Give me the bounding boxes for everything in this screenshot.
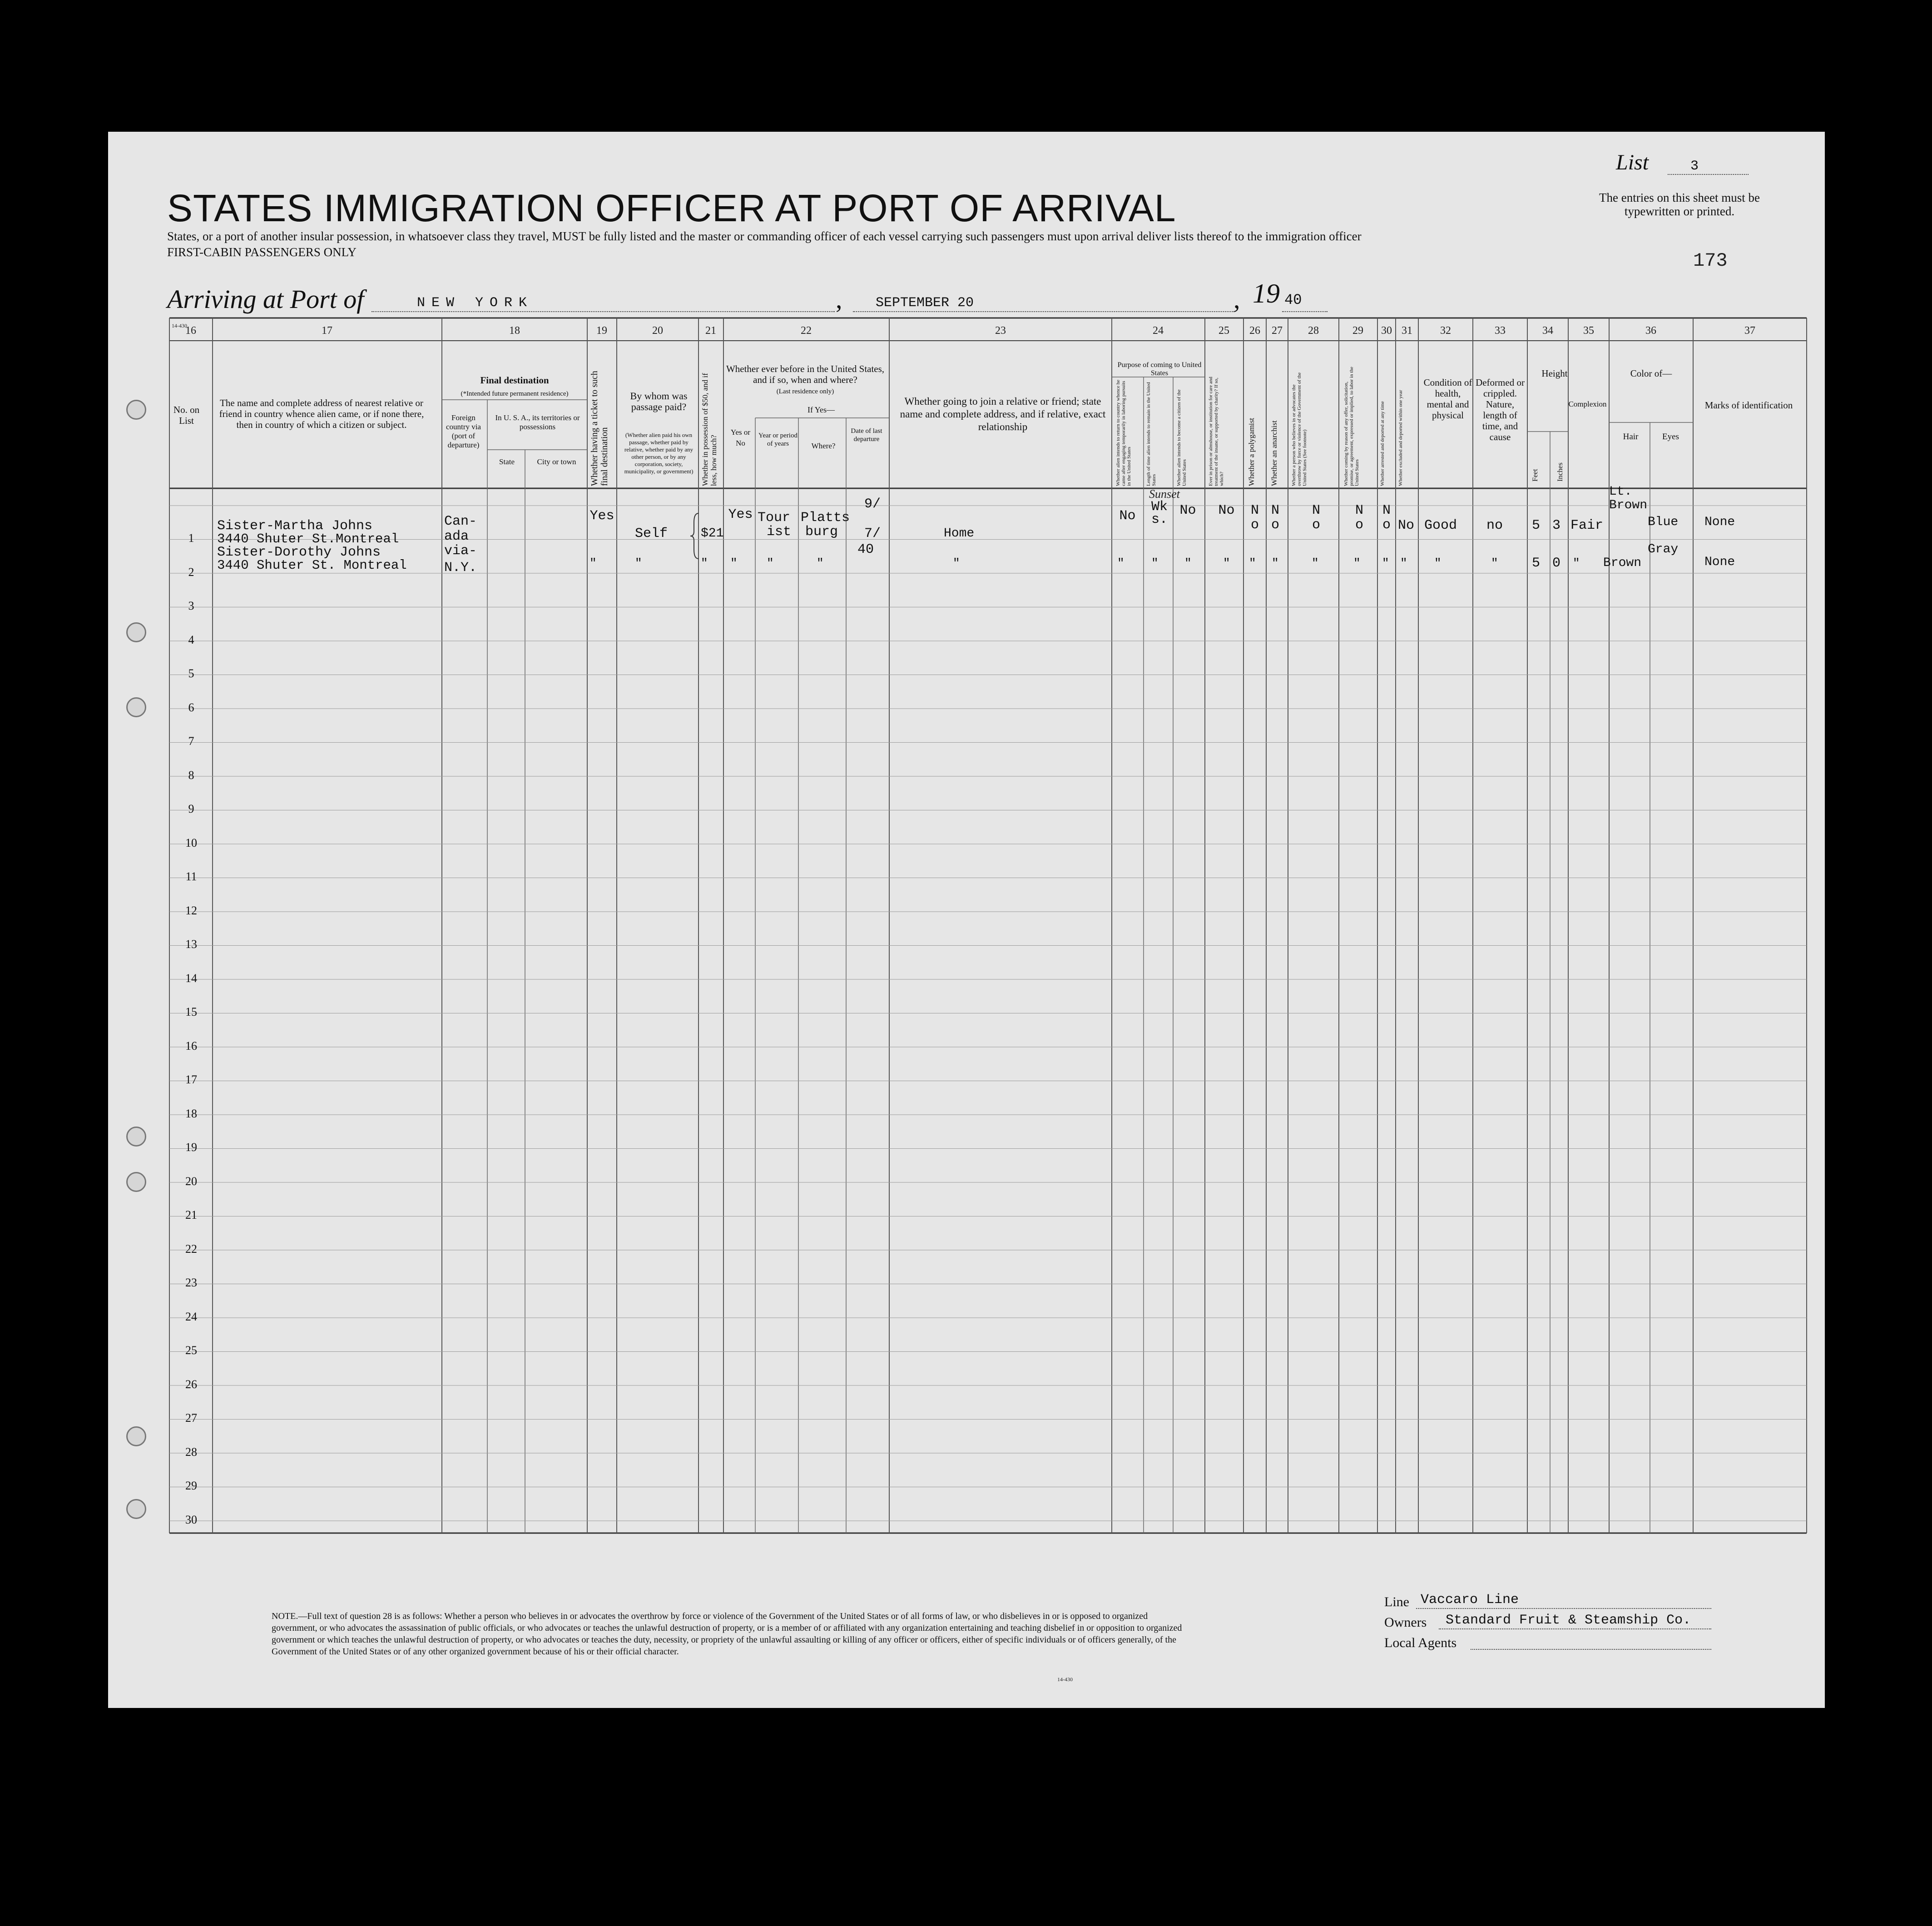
header-c24-a: Whether alien intends to return to country whence he came after engaging temporarily in laboring pursuits in the United States — [1115, 380, 1132, 486]
header-c25: Ever in prison or almshouse, or institution for care and treatment of the insane, or supported by charity? If so, which? — [1208, 377, 1224, 486]
row1-c29: No — [1355, 503, 1363, 533]
header-c20: By whom was passage paid? — [630, 390, 688, 412]
row1-period-2: ist — [767, 524, 792, 540]
row1-foreign-country-2: ada — [444, 529, 469, 544]
manifest-sheet — [108, 132, 1825, 1708]
header-c27: Whether an anarchist — [1270, 420, 1278, 486]
ditto-mark: " — [730, 556, 738, 570]
header-c18-foreign: Foreign country via (port of departure) — [446, 413, 481, 449]
header-c22-sub: (Last residence only) — [776, 388, 834, 395]
row-number: 9 — [188, 802, 194, 815]
owners-rule — [1439, 1628, 1711, 1629]
column-number: 32 — [1440, 325, 1451, 337]
header-c33: Deformed or crippled. Nature, length of time, and cause — [1476, 377, 1525, 442]
ditto-mark: " — [1400, 556, 1407, 570]
line-rule — [1416, 1608, 1711, 1609]
header-c18-state: State — [499, 457, 515, 466]
header-c16: No. on List — [173, 404, 200, 426]
row1-handwritten-note: Sunset — [1149, 487, 1180, 501]
date-value: SEPTEMBER 20 — [876, 295, 974, 311]
row1-c26: No — [1250, 503, 1259, 533]
row2-marks: None — [1704, 555, 1735, 569]
row1-departure: 9/ — [864, 496, 881, 512]
row1-c30: No — [1382, 503, 1391, 533]
row2-inches: 0 — [1552, 556, 1561, 571]
ditto-mark: " — [1184, 556, 1192, 570]
header-c22-title: Whether ever before in the United States, and if so, when and where? — [726, 363, 885, 385]
row-number: 6 — [188, 700, 194, 714]
column-number: 34 — [1542, 325, 1553, 337]
row1-relative-address: 3440 Shuter St.Montreal — [217, 531, 399, 546]
row-number: 12 — [185, 903, 197, 917]
row1-before: Yes — [728, 507, 753, 522]
list-label: List 3 — [1616, 150, 1749, 175]
ditto-mark: " — [1434, 556, 1442, 570]
agents-rule — [1471, 1649, 1711, 1650]
header-c21: Whether in possession of $50, and if less, how much? — [701, 373, 718, 486]
row-number: 19 — [185, 1141, 197, 1154]
punch-hole — [126, 1426, 146, 1446]
header-c32: Condition of health, mental and physical — [1423, 377, 1472, 421]
row-number: 7 — [188, 735, 194, 748]
row2-foreign-country: via- — [444, 543, 477, 559]
header-c34-inches: Inches — [1556, 462, 1564, 482]
ditto-mark: " — [1573, 556, 1580, 570]
row-number: 30 — [185, 1513, 197, 1526]
ditto-mark: " — [1151, 556, 1159, 570]
column-number: 20 — [652, 325, 663, 337]
header-c22-ifyes: If Yes— — [807, 405, 835, 414]
row-number: 11 — [185, 870, 197, 883]
row1-c25: No — [1218, 503, 1235, 518]
ditto-mark: " — [1272, 556, 1279, 570]
row-number: 8 — [188, 768, 194, 782]
ditto-mark: " — [817, 556, 824, 570]
row-number: 2 — [188, 565, 194, 579]
row-number: 25 — [185, 1344, 197, 1357]
row-number: 29 — [185, 1479, 197, 1492]
ditto-mark: " — [953, 556, 960, 570]
row1-departure-3: 40 — [857, 542, 874, 557]
row1-eyes: Blue — [1648, 515, 1679, 529]
header-c36-hair: Hair — [1623, 432, 1639, 442]
header-c19: Whether having a ticket to such final destination — [590, 371, 609, 486]
row-number: 24 — [185, 1310, 197, 1323]
row1-feet: 5 — [1532, 518, 1541, 533]
row2-eyes: Gray — [1648, 542, 1679, 556]
header-c30: Whether arrested and deported at any time — [1380, 401, 1385, 486]
header-c18-usa: In U. S. A., its territories or possessions — [495, 413, 580, 431]
header-c31: Whether excluded and deported within one year — [1398, 390, 1403, 486]
header-c24-title: Purpose of coming to United States — [1117, 361, 1202, 377]
row-number: 21 — [185, 1208, 197, 1221]
form-number: 14-430 — [1057, 1676, 1073, 1683]
column-number: 30 — [1381, 325, 1392, 337]
header-c35: Complexion — [1568, 400, 1607, 408]
ditto-mark: " — [767, 556, 774, 570]
row1-joining: Home — [944, 526, 975, 541]
year-prefix: 19 — [1253, 278, 1280, 308]
column-number: 16 — [185, 325, 196, 337]
row-number: 16 — [185, 1039, 197, 1052]
stamp-number: 173 — [1693, 250, 1728, 272]
row-number: 27 — [185, 1411, 197, 1425]
column-number: 26 — [1249, 325, 1260, 337]
row1-where: Platts — [801, 510, 850, 526]
ditto-mark: " — [1312, 556, 1319, 570]
row1-c28: No — [1312, 503, 1320, 533]
header-c18-city: City or town — [537, 457, 576, 466]
row1-where-2: burg — [805, 524, 838, 540]
instructions-text: States, or a port of another insular possession, in whatsoever class they travel, MUST be fully listed and the master or commanding officer of each vessel carrying such passengers must upon arrival deliver lists thereof to the immigration officer — [167, 229, 1362, 243]
row-number: 4 — [188, 633, 194, 646]
page-title: STATES IMMIGRATION OFFICER AT PORT OF ARRIVAL — [167, 187, 1176, 229]
row-number: 15 — [185, 1005, 197, 1018]
header-c23: Whether going to join a relative or friend; state name and complete address, and if relative, exact relationship — [900, 396, 1106, 432]
column-number: 31 — [1402, 325, 1412, 337]
punch-hole — [126, 1499, 146, 1519]
ditto-mark: " — [635, 556, 642, 570]
entries-note: The entries on this sheet must be typewritten or printed. — [1599, 191, 1760, 218]
row1-hair: Lt. Brown — [1609, 485, 1648, 512]
row2-hair: Brown — [1603, 556, 1642, 570]
ditto-mark: " — [1382, 556, 1389, 570]
punch-hole — [126, 1172, 146, 1192]
arriving-label: Arriving at Port of — [167, 284, 364, 314]
header-c29: Whether coming by reason of any offer, solicitation, promise, or agreement, expressed or implied, to labor in the United States — [1343, 367, 1360, 486]
row1-foreign-country: Can- — [444, 514, 477, 529]
row-number: 20 — [185, 1174, 197, 1188]
row1-money: $21 — [701, 526, 724, 541]
header-c22-date: Date of last departure — [851, 427, 882, 443]
row2-foreign-country-2: N.Y. — [444, 560, 477, 576]
row-number: 26 — [185, 1377, 197, 1391]
row-number: 5 — [188, 667, 194, 680]
ditto-mark: " — [1491, 556, 1498, 570]
header-c17: The name and complete address of nearest relative or friend in country whence alien came, or if none there, then in country of which a citizen or subject. — [219, 397, 424, 430]
header-c24-b: Length of time alien intends to remain in the United States — [1146, 382, 1157, 486]
header-c22-year: Year or period of years — [758, 432, 798, 447]
row-number: 18 — [185, 1107, 197, 1120]
header-c36-eyes: Eyes — [1662, 432, 1679, 442]
footnote: NOTE.—Full text of question 28 is as follows: Whether a person who believes in or advocates the overthrow by force or violence of the Government of the United States or of all forms of law, or who disbelieves in or is opposed to organized government, or who advocates the assassination of public officials, or who advocates or teaches the unlawful destruction of property, or is a member of or affiliated with any organization entertaining and teaching disbelief in or opposition to organized government or which teaches the unlawful destruction of property, or who advocates or teaches the duty, necessity, or propriety of the unlawful assaulting or killing of any officer or officers, either of specific individuals or of officers generally, of the Government of the United States or of any other organized government because of his or their official character. — [272, 1611, 1182, 1657]
punch-hole — [126, 400, 146, 420]
header-c22-yesno: Yes or No — [730, 428, 751, 447]
header-c22-where: Where? — [811, 442, 836, 450]
column-number: 25 — [1219, 325, 1229, 337]
port-value: NEW YORK — [417, 295, 534, 311]
ditto-mark: " — [1249, 556, 1256, 570]
ditto-mark: " — [1117, 556, 1125, 570]
column-number: 36 — [1645, 325, 1656, 337]
column-number: 24 — [1153, 325, 1164, 337]
row1-departure-2: 7/ — [864, 526, 881, 541]
column-number: 22 — [801, 325, 812, 337]
header-c36: Color of— — [1630, 368, 1672, 379]
ditto-mark: " — [590, 556, 597, 570]
row-number: 23 — [185, 1276, 197, 1289]
column-number: 23 — [995, 325, 1006, 337]
list-number: 3 — [1668, 159, 1749, 175]
comma2: , — [1234, 284, 1240, 314]
punch-hole — [126, 697, 146, 717]
year-suffix: 40 — [1284, 292, 1302, 308]
row1-marks: None — [1704, 515, 1735, 529]
ditto-mark: " — [1353, 556, 1361, 570]
column-number: 37 — [1744, 325, 1755, 337]
column-number: 21 — [705, 325, 716, 337]
row-number: 13 — [185, 938, 197, 951]
row1-inches: 3 — [1552, 518, 1561, 533]
column-number: 18 — [509, 325, 520, 337]
row-number: 14 — [185, 971, 197, 985]
column-number: 29 — [1352, 325, 1363, 337]
row1-ticket: Yes — [590, 508, 614, 524]
row-number: 17 — [185, 1073, 197, 1086]
row-number: 28 — [185, 1445, 197, 1459]
row1-c27: No — [1271, 503, 1279, 533]
row2-feet: 5 — [1532, 556, 1541, 571]
header-c18-sub: (*Intended future permanent residence) — [461, 390, 569, 397]
agents-label: Local Agents — [1384, 1635, 1457, 1650]
row1-relative-name: Sister-Martha Johns — [217, 518, 373, 534]
row1-deformed: no — [1486, 518, 1503, 533]
ditto-mark: " — [1223, 556, 1230, 570]
row-number: 3 — [188, 599, 194, 612]
row1-paid-by: Self — [635, 526, 668, 541]
line-value: Vaccaro Line — [1421, 1592, 1519, 1608]
brace-mark — [690, 513, 698, 559]
form-marker: 14-430 — [172, 323, 187, 329]
row1-complexion: Fair — [1570, 518, 1604, 533]
header-c26: Whether a polygamist — [1247, 417, 1256, 486]
header-c20-sub: (Whether alien paid his own passage, whether paid by relative, whether paid by any other person, or by any corporation, society, municipality, or government) — [624, 432, 694, 475]
line-label: Line — [1384, 1594, 1409, 1609]
column-number: 27 — [1272, 325, 1283, 337]
header-c28: Whether a person who believes in or advocates the overthrow by force or violence of the Government of the United States (See footnote) — [1291, 372, 1308, 486]
row-number: 22 — [185, 1242, 197, 1256]
row2-relative-address: 3440 Shuter St. Montreal — [217, 558, 407, 573]
column-number: 17 — [322, 325, 332, 337]
row1-purpose-citizen: No — [1179, 503, 1196, 518]
row-number: 1 — [188, 531, 194, 545]
column-number: 19 — [596, 325, 607, 337]
ditto-mark: " — [701, 556, 708, 570]
owners-label: Owners — [1384, 1615, 1427, 1630]
header-c24-c: Whether alien intends to become a citizen of the United States — [1176, 389, 1187, 486]
header-c18-title: Final destination — [480, 375, 549, 386]
row2-relative-name: Sister-Dorothy Johns — [217, 545, 381, 560]
row1-c31: No — [1398, 518, 1415, 533]
owners-value: Standard Fruit & Steamship Co. — [1446, 1613, 1691, 1628]
header-c37: Marks of identification — [1704, 400, 1793, 411]
punch-hole — [126, 1127, 146, 1147]
header-c34: Height — [1541, 368, 1568, 379]
header-c34-feet: Feet — [1531, 469, 1539, 482]
row1-period: Tour — [758, 510, 791, 526]
row-number: 10 — [185, 836, 197, 849]
column-number: 33 — [1495, 325, 1506, 337]
class-line: FIRST-CABIN PASSENGERS ONLY — [167, 245, 357, 259]
column-number: 28 — [1308, 325, 1319, 337]
punch-hole — [126, 622, 146, 642]
row1-health: Good — [1424, 518, 1457, 533]
row1-purpose-length: Wks. — [1151, 499, 1168, 527]
row1-purpose-return: No — [1119, 508, 1136, 524]
comma: , — [836, 284, 842, 314]
column-number: 35 — [1583, 325, 1594, 337]
